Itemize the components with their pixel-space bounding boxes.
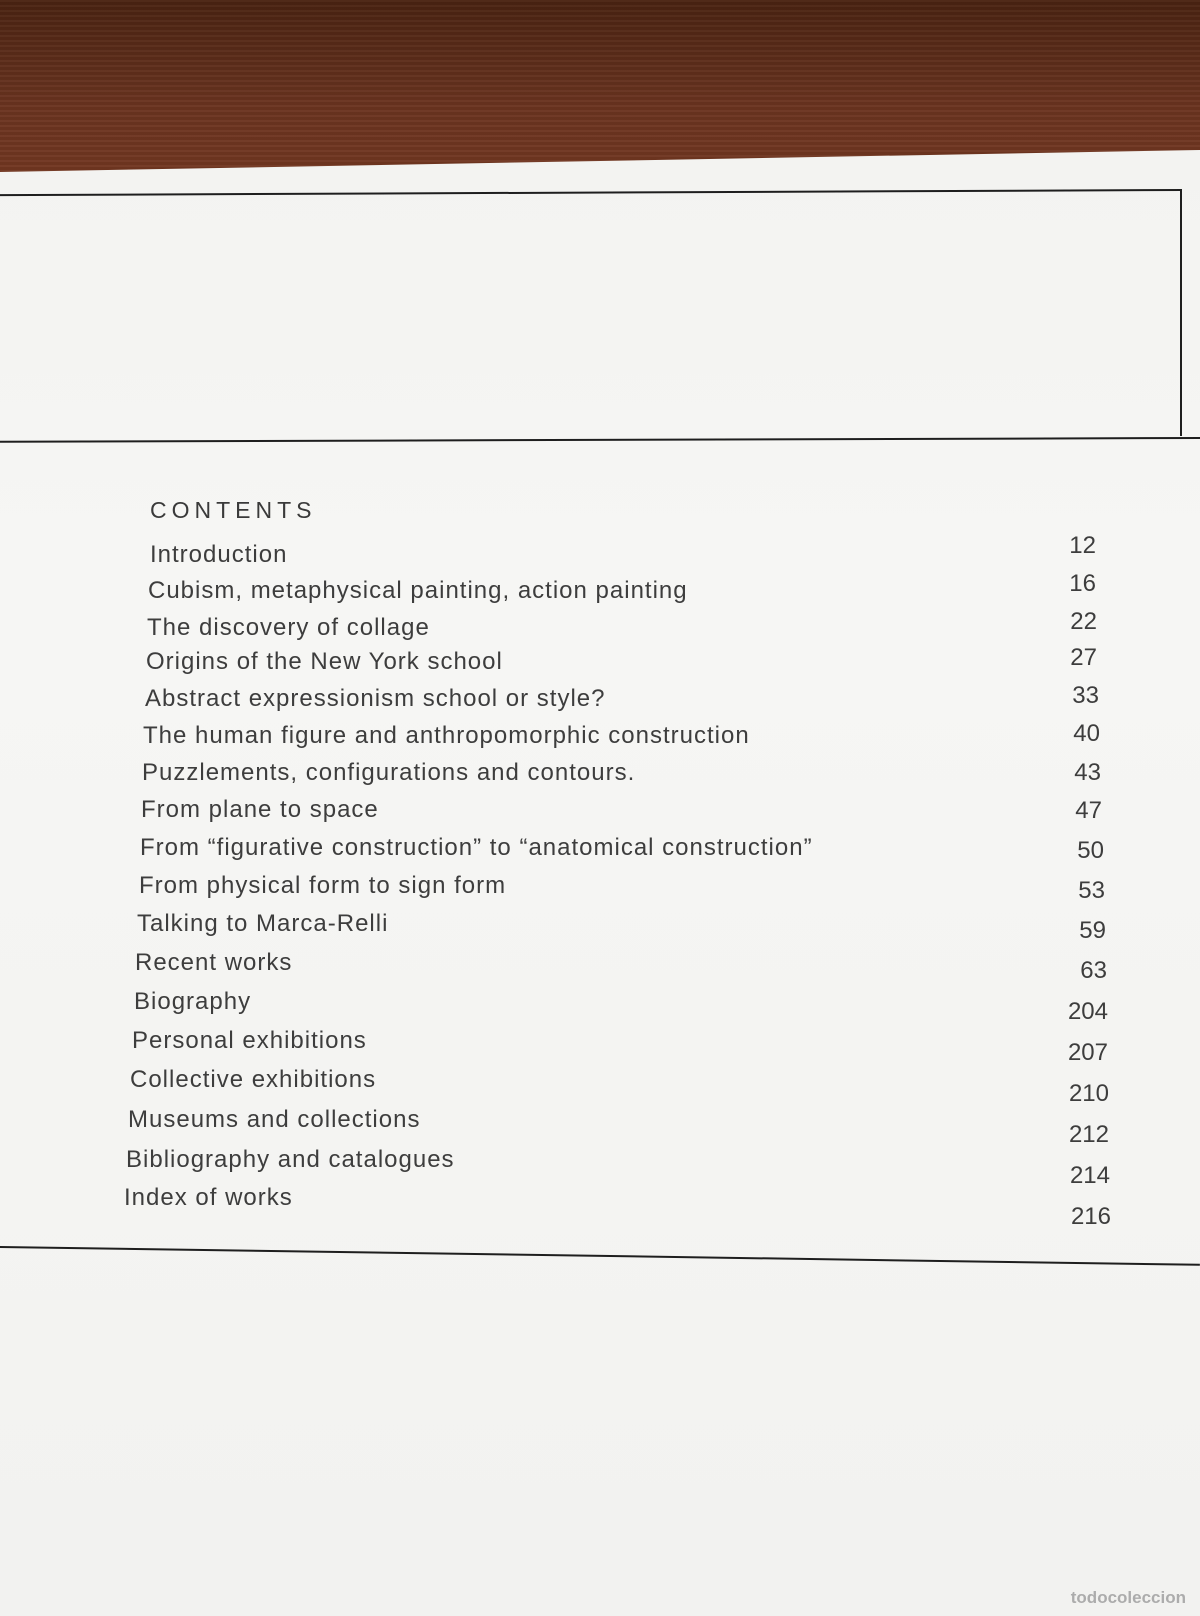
toc-entry-title: From plane to space: [141, 796, 379, 823]
toc-entry-page: 53: [1078, 877, 1105, 904]
toc-entry-title: Recent works: [135, 949, 293, 976]
toc-entry-page: 216: [1070, 1203, 1111, 1230]
toc-entry-page: 207: [1067, 1039, 1108, 1066]
toc-entry-title: Cubism, metaphysical painting, action painting: [148, 577, 688, 604]
toc-entry-title: Abstract expressionism school or style?: [145, 685, 606, 712]
toc-entry-page: 63: [1080, 957, 1107, 984]
toc-entry-title: Biography: [134, 988, 252, 1015]
toc-entry-page: 212: [1068, 1121, 1109, 1148]
toc-entry-title: From physical form to sign form: [139, 872, 507, 899]
toc-entry-title: Bibliography and catalogues: [126, 1146, 455, 1173]
toc-entry-page: 22: [1070, 608, 1097, 635]
toc-entry-page: 214: [1069, 1162, 1110, 1189]
toc-entry-title: Collective exhibitions: [130, 1066, 377, 1093]
toc-entry-title: Puzzlements, configurations and contours.: [142, 759, 636, 786]
contents-heading: CONTENTS: [150, 497, 317, 523]
toc-entry-page: 204: [1067, 998, 1108, 1025]
watermark-text: todocoleccion: [1070, 1588, 1186, 1607]
toc-entry-page: 16: [1069, 570, 1096, 597]
toc-entry-page: 43: [1074, 759, 1101, 786]
toc-entry-page: 50: [1077, 837, 1104, 864]
toc-entry-page: 59: [1079, 917, 1106, 944]
toc-entry-page: 40: [1073, 720, 1100, 747]
toc-entry-page: 210: [1068, 1080, 1109, 1107]
toc-entry-title: Introduction: [150, 541, 288, 568]
toc-entry-title: Museums and collections: [128, 1106, 421, 1133]
toc-entry-page: 33: [1072, 682, 1099, 709]
toc-entry-title: Talking to Marca-Relli: [137, 910, 389, 937]
toc-entry-page: 47: [1075, 797, 1102, 824]
toc-entry-page: 12: [1069, 532, 1096, 559]
toc-entry-title: From “figurative construction” to “anatomical construction”: [140, 834, 813, 861]
toc-entry-title: Origins of the New York school: [146, 648, 503, 675]
toc-entry-title: The discovery of collage: [147, 614, 430, 641]
toc-entry-title: The human figure and anthropomorphic construction: [143, 722, 750, 749]
toc-entry-page: 27: [1070, 644, 1097, 671]
toc-entry-title: Personal exhibitions: [132, 1027, 367, 1054]
toc-entry-title: Index of works: [124, 1184, 293, 1211]
